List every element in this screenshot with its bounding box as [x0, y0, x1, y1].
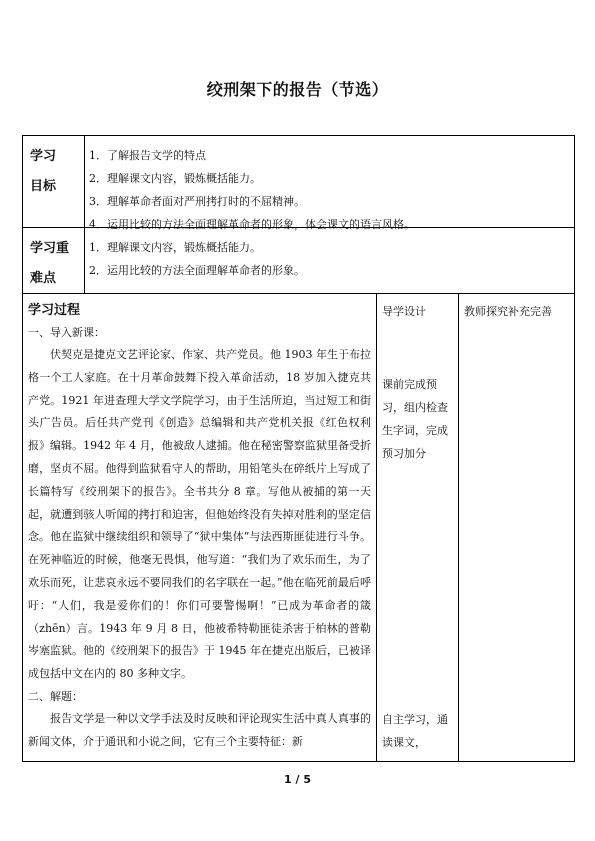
key-points-heading	[23, 228, 85, 293]
key-points-heading-text: 学习重 难点	[30, 241, 70, 286]
key-point-item: 2．运用比较的方法全面理解革命者的形象。	[89, 264, 305, 277]
objectives-heading	[23, 136, 85, 227]
objective-item: 1．了解报告文学的特点	[89, 149, 206, 162]
process-heading: 学习过程	[28, 303, 81, 318]
guide-note-self-study: 自主学习，通读课文，	[382, 713, 448, 749]
intro-paragraph: 伏契克是捷克文艺评论家、作家、共产党员。他 1903 年生于布拉格一个工人家庭。在十月革命鼓舞下投入革命活动，18 岁加入捷克共产党。1921 年进查理大学文学院学习，由于生活所迫，当过短工和街头广告员。后任共产党刊《创造》总编辑和共产党机关报《红色权利报》编辑。1942 年 4 月，他被敌人逮捕。他在秘密警察监狱里备受折磨，坚贞不屈。他得到监狱看守人的帮助，用铅笔头在碎纸片上写成了长篇特写《绞刑架下的报告》。全书共分 8 章。写他从被捕的第一天起，就遭到骇人听闻的拷打和迫害，但他始终没有失掉对胜利的坚定信念。他在监狱中继续组织和领导了“狱中集体”与法西斯匪徒进行斗争。在死神临近的时候，他毫无畏惧，他写道：“我们为了欢乐而生，为了欢乐而死，让悲哀永远不要同我们的名字联在一起。”他在临死前最后呼吁：“人们，我是爱你们的！你们可要警惕啊！”已成为革命者的箴（zhēn）言。1943 年 9 月 8 日，他被希特勒匪徒杀害于柏林的普勒岑塞监狱。他的《绞刑架下的报告》于 1945 年在捷克出版后，已被译成包括中文在内的 80 多种文字。	[28, 348, 371, 681]
guide-heading: 导学设计	[382, 305, 426, 318]
page-number: 1 / 5	[284, 773, 311, 786]
key-points-row	[23, 228, 574, 294]
teacher-heading: 教师探究补充完善	[464, 305, 552, 318]
lesson-table	[22, 135, 575, 762]
key-points-list	[85, 228, 574, 293]
teacher-column	[459, 294, 574, 761]
guide-note-preview: 课前完成预习，组内检查生字词，完成预习加分	[382, 378, 448, 460]
solve-paragraph: 报告文学是一种以文学手法及时反映和评论现实生活中真人真事的新闻文体，介于通讯和小说之间，它有三个主要特征：新	[28, 711, 371, 748]
intro-heading: 一、导入新课：	[28, 326, 105, 339]
guide-column	[377, 294, 459, 761]
objectives-row	[23, 136, 574, 231]
objectives-heading-text: 学习 目标	[30, 149, 57, 194]
process-row	[23, 294, 574, 761]
objective-item: 2．理解课文内容，锻炼概括能力。	[89, 172, 261, 185]
solve-heading: 二、解题：	[28, 689, 83, 703]
document-title: 绞刑架下的报告（节选）	[206, 80, 389, 99]
objective-item: 4．运用比较的方法全面理解革命者的形象，体会课文的语言风格。	[89, 218, 415, 231]
process-column	[23, 294, 377, 761]
objectives-list	[85, 136, 574, 231]
objective-item: 3．理解革命者面对严刑拷打时的不屈精神。	[89, 195, 305, 208]
key-point-item: 1．理解课文内容，锻炼概括能力。	[89, 241, 261, 254]
